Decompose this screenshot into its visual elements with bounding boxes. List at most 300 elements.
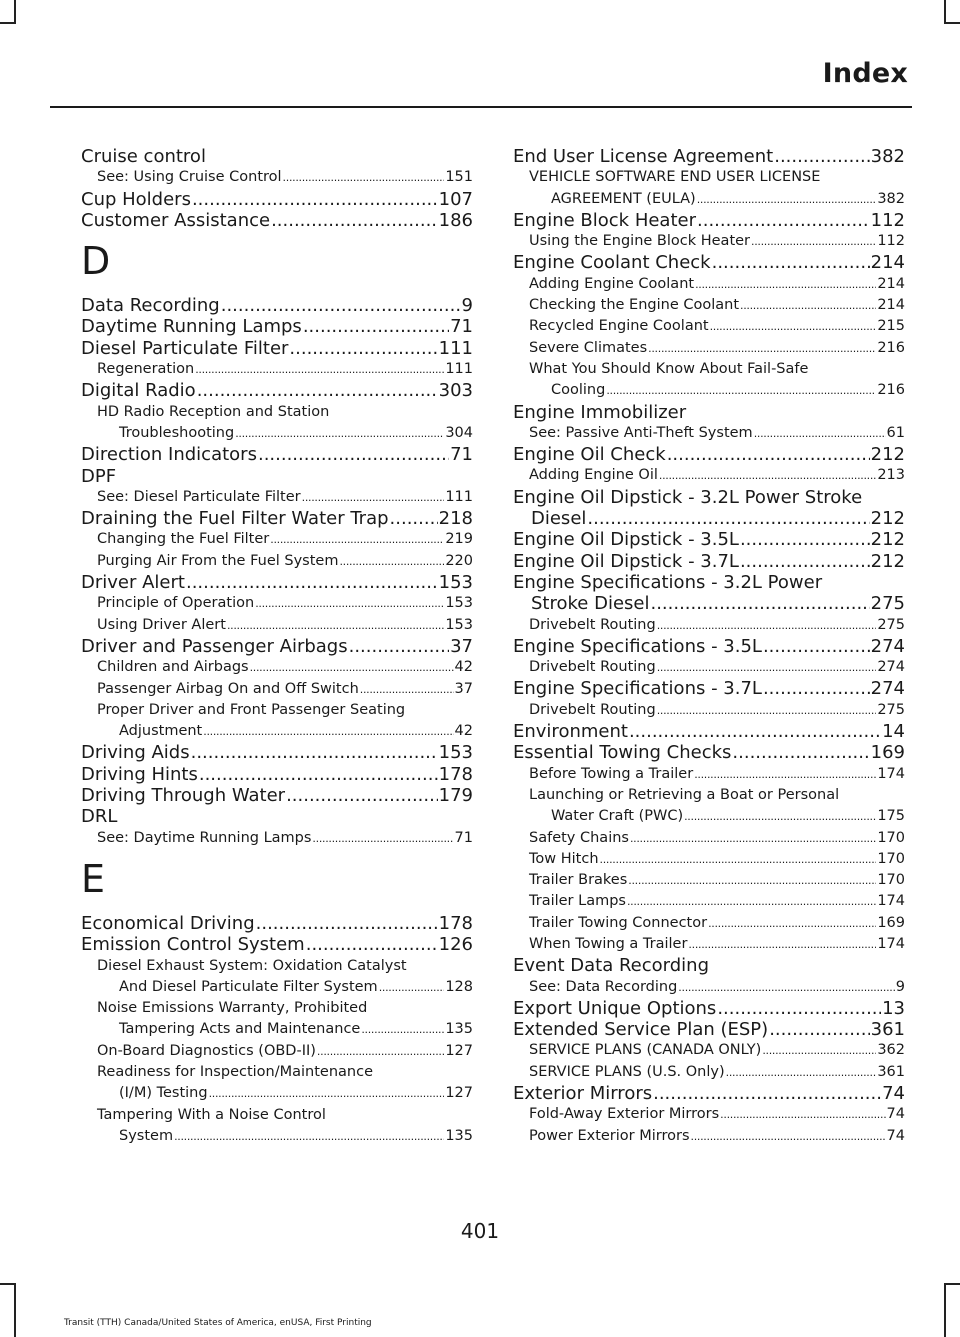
- entry-label: Before Towing a Trailer: [529, 765, 694, 782]
- dot-leader: [203, 721, 453, 742]
- index-subentry: [81, 1041, 473, 1062]
- entry-label: Power Exterior Mirrors: [529, 1127, 690, 1144]
- entry-page: 212: [870, 550, 905, 572]
- entry-label: Driver and Passenger Airbags: [81, 635, 348, 657]
- dot-leader: [600, 849, 877, 870]
- dot-leader: [379, 977, 445, 998]
- entry-page: 112: [877, 233, 905, 250]
- entry-page: 9: [895, 978, 905, 995]
- entry-label: Adding Engine Coolant: [529, 275, 695, 292]
- index-subentry: [81, 679, 473, 700]
- entry-label: Drivebelt Routing: [529, 701, 656, 718]
- entry-label-continued: Stroke Diesel: [531, 593, 650, 615]
- entry-page: 175: [877, 808, 905, 825]
- entry-page: 169: [870, 742, 905, 764]
- entry-page: 361: [870, 1019, 905, 1041]
- entry-page: 153: [438, 742, 473, 764]
- entry-page: 275: [877, 616, 905, 633]
- dot-leader: [191, 742, 438, 763]
- entry-page: 214: [877, 275, 905, 292]
- index-subentry: [513, 231, 905, 252]
- entry-page: 71: [450, 444, 473, 466]
- entry-label: Severe Climates: [529, 339, 648, 356]
- entry-page: 178: [438, 912, 473, 934]
- entry-continuation: [97, 1126, 473, 1147]
- entry-label-continued: Cooling: [551, 382, 606, 399]
- dot-leader: [186, 572, 438, 593]
- header-divider: [50, 106, 912, 108]
- entry-label: Regeneration: [97, 361, 195, 378]
- entry-label-continued: Water Craft (PWC): [551, 808, 684, 825]
- entry-page: 42: [454, 723, 473, 740]
- index-entry: [81, 338, 473, 359]
- entry-page: 126: [438, 934, 473, 956]
- entry-page: 216: [877, 339, 905, 356]
- index-subentry: [81, 657, 473, 678]
- index-subentry: [81, 1062, 473, 1105]
- entry-page: 361: [877, 1063, 905, 1080]
- entry-page: 127: [445, 1042, 473, 1059]
- dot-leader: [339, 551, 444, 572]
- index-subentry: [81, 359, 473, 380]
- dot-leader: [774, 146, 869, 167]
- dot-leader: [657, 700, 877, 721]
- entry-label: Diesel Particulate Filter: [81, 337, 289, 359]
- index-entry: [81, 146, 473, 167]
- dot-leader: [306, 934, 438, 955]
- entry-label-continued: (I/M) Testing: [119, 1085, 208, 1102]
- entry-page: 274: [877, 659, 905, 676]
- entry-page: 382: [877, 190, 905, 207]
- entry-label: See: Data Recording: [529, 978, 678, 995]
- entry-label-continued: System: [119, 1127, 174, 1144]
- entry-label: Readiness for Inspection/Maintenance: [97, 1063, 373, 1080]
- index-subentry: [81, 593, 473, 614]
- entry-label: On-Board Diagnostics (OBD-II): [97, 1042, 316, 1059]
- index-column-left: [81, 146, 473, 1147]
- dot-leader: [312, 828, 453, 849]
- index-entry: [513, 636, 905, 657]
- dot-leader: [769, 1019, 869, 1040]
- dot-leader: [235, 423, 444, 444]
- dot-leader: [695, 274, 876, 295]
- dot-leader: [271, 210, 438, 231]
- entry-page: 37: [454, 680, 473, 697]
- dot-leader: [710, 316, 877, 337]
- entry-page: 170: [877, 829, 905, 846]
- entry-continuation: [529, 189, 905, 210]
- entry-page: 178: [438, 763, 473, 785]
- dot-leader: [657, 657, 877, 678]
- entry-label-continued: AGREEMENT (EULA): [551, 190, 696, 207]
- index-subentry: [513, 316, 905, 337]
- entry-label: Launching or Retrieving a Boat or Personal: [529, 786, 840, 803]
- index-entry: [81, 380, 473, 401]
- entry-page: 37: [450, 635, 473, 657]
- entry-label: Direction Indicators: [81, 444, 257, 466]
- dot-leader: [628, 870, 876, 891]
- index-subentry: [81, 487, 473, 508]
- entry-label: Driving Hints: [81, 763, 198, 785]
- dot-leader: [694, 764, 876, 785]
- entry-page: 212: [870, 444, 905, 466]
- entry-page: 112: [870, 209, 905, 231]
- index-subentry: [513, 1062, 905, 1083]
- dot-leader: [199, 764, 438, 785]
- index-subentry: [513, 1104, 905, 1125]
- index-entry: [81, 764, 473, 785]
- dot-leader: [361, 1019, 444, 1040]
- index-subentry: [513, 1040, 905, 1061]
- entry-label: Children and Airbags: [97, 659, 249, 676]
- entry-label: SERVICE PLANS (U.S. Only): [529, 1063, 725, 1080]
- dot-leader: [349, 636, 449, 657]
- index-subentry: [513, 1126, 905, 1147]
- entry-continuation: [513, 508, 905, 529]
- dot-leader: [650, 593, 869, 614]
- dot-leader: [302, 487, 445, 508]
- entry-page: 274: [870, 678, 905, 700]
- index-entry: [513, 252, 905, 273]
- entry-label: VEHICLE SOFTWARE END USER LICENSE: [529, 169, 821, 186]
- dot-leader: [255, 593, 444, 614]
- index-entry: [81, 316, 473, 337]
- index-subentry: [513, 828, 905, 849]
- entry-page: 111: [445, 488, 473, 505]
- entry-label: Drivebelt Routing: [529, 659, 656, 676]
- index-entry: [81, 806, 473, 827]
- entry-label: Checking the Engine Coolant: [529, 297, 740, 314]
- entry-page: 74: [886, 1127, 905, 1144]
- dot-leader: [659, 465, 876, 486]
- entry-continuation: [513, 593, 905, 614]
- entry-label: Cup Holders: [81, 188, 191, 210]
- entry-label: Extended Service Plan (ESP): [513, 1019, 769, 1041]
- dot-leader: [697, 189, 877, 210]
- dot-leader: [697, 210, 870, 231]
- entry-label: Engine Oil Dipstick - 3.5L: [513, 529, 739, 551]
- entry-page: 111: [445, 361, 473, 378]
- entry-label: Engine Oil Check: [513, 444, 666, 466]
- entry-label: Customer Assistance: [81, 209, 271, 231]
- entry-page: 214: [877, 297, 905, 314]
- dot-leader: [708, 913, 876, 934]
- dot-leader: [195, 359, 444, 380]
- index-subentry: [81, 956, 473, 999]
- dot-leader: [629, 721, 881, 742]
- entry-page: 151: [445, 169, 473, 186]
- entry-page: 127: [445, 1085, 473, 1102]
- entry-label: Tampering With a Noise Control: [97, 1106, 326, 1123]
- entry-label: Noise Emissions Warranty, Prohibited: [97, 1000, 368, 1017]
- entry-page: 153: [438, 572, 473, 594]
- dot-leader: [174, 1126, 444, 1147]
- index-subentry: [513, 700, 905, 721]
- index-subentry: [513, 338, 905, 359]
- entry-label: Economical Driving: [81, 912, 255, 934]
- entry-label: Principle of Operation: [97, 595, 255, 612]
- entry-page: 170: [877, 872, 905, 889]
- entry-page: 74: [886, 1106, 905, 1123]
- index-subentry: [513, 465, 905, 486]
- crop-mark: [0, 1283, 16, 1285]
- index-entry: [513, 721, 905, 742]
- crop-mark: [0, 22, 16, 24]
- entry-label: SERVICE PLANS (CANADA ONLY): [529, 1042, 762, 1059]
- entry-label: Cruise control: [81, 146, 206, 167]
- entry-label: Event Data Recording: [513, 955, 710, 977]
- entry-label: Trailer Lamps: [529, 893, 626, 910]
- index-subentry: [513, 167, 905, 210]
- entry-page: 303: [438, 380, 473, 402]
- entry-label: Tow Hitch: [529, 850, 599, 867]
- dot-leader: [303, 316, 449, 337]
- dot-leader: [653, 1083, 881, 1104]
- dot-leader: [648, 338, 876, 359]
- entry-page: 135: [445, 1127, 473, 1144]
- entry-label: Daytime Running Lamps: [81, 316, 302, 338]
- index-subentry: [81, 1105, 473, 1148]
- index-entry: [81, 785, 473, 806]
- entry-page: 71: [454, 829, 473, 846]
- index-entry: [513, 572, 905, 615]
- entry-page: 153: [445, 595, 473, 612]
- entry-label: Drivebelt Routing: [529, 616, 656, 633]
- index-subentry: [513, 359, 905, 402]
- dot-leader: [606, 380, 876, 401]
- index-subentry: [513, 870, 905, 891]
- index-subentry: [513, 849, 905, 870]
- index-entry: [513, 742, 905, 763]
- entry-page: 212: [870, 508, 905, 530]
- entry-label: Engine Specifications - 3.2L Power: [513, 571, 823, 593]
- dot-leader: [227, 615, 444, 636]
- entry-label: Recycled Engine Coolant: [529, 318, 709, 335]
- entry-page: 174: [877, 765, 905, 782]
- dot-leader: [762, 1040, 876, 1061]
- crop-mark: [944, 0, 946, 22]
- index-entry: [81, 636, 473, 657]
- entry-page: 13: [882, 997, 905, 1019]
- index-entry: [513, 487, 905, 530]
- entry-page: 274: [870, 635, 905, 657]
- dot-leader: [688, 934, 876, 955]
- dot-leader: [720, 1104, 885, 1125]
- entry-label: DPF: [81, 465, 117, 487]
- entry-label: Engine Coolant Check: [513, 252, 711, 274]
- dot-leader: [192, 189, 438, 210]
- index-subentry: [513, 977, 905, 998]
- entry-label: Emission Control System: [81, 934, 305, 956]
- entry-continuation: [529, 380, 905, 401]
- dot-leader: [763, 678, 870, 699]
- dot-leader: [657, 615, 877, 636]
- entry-label: Engine Oil Dipstick - 3.2L Power Stroke: [513, 486, 863, 508]
- index-subentry: [81, 529, 473, 550]
- entry-page: 135: [445, 1021, 473, 1038]
- entry-page: 74: [882, 1083, 905, 1105]
- entry-page: 220: [445, 552, 473, 569]
- entry-label: Trailer Brakes: [529, 872, 628, 889]
- entry-continuation: [97, 721, 473, 742]
- entry-page: 304: [445, 424, 473, 441]
- index-subentry: [81, 828, 473, 849]
- entry-page: 362: [877, 1042, 905, 1059]
- dot-leader: [726, 1062, 877, 1083]
- index-entry: [81, 934, 473, 955]
- entry-label: See: Daytime Running Lamps: [97, 829, 312, 846]
- index-entry: [81, 295, 473, 316]
- index-entry: [513, 529, 905, 550]
- index-subentry: [81, 998, 473, 1041]
- entry-label: Diesel Exhaust System: Oxidation Catalyst: [97, 957, 407, 974]
- entry-label: Engine Block Heater: [513, 209, 696, 231]
- entry-label: Proper Driver and Front Passenger Seating: [97, 701, 406, 718]
- index-subentry: [513, 934, 905, 955]
- entry-label: Digital Radio: [81, 380, 196, 402]
- entry-page: 275: [870, 593, 905, 615]
- index-subentry: [81, 700, 473, 743]
- entry-label: See: Passive Anti-Theft System: [529, 424, 753, 441]
- page-number: 401: [460, 1219, 500, 1243]
- index-subentry: [513, 295, 905, 316]
- entry-page: 216: [877, 382, 905, 399]
- entry-label: See: Diesel Particulate Filter: [97, 488, 301, 505]
- dot-leader: [754, 423, 886, 444]
- index-entry: [81, 913, 473, 934]
- entry-continuation: [529, 806, 905, 827]
- index-subentry: [81, 551, 473, 572]
- dot-leader: [627, 891, 876, 912]
- entry-page: 107: [438, 188, 473, 210]
- entry-label: Passenger Airbag On and Off Switch: [97, 680, 359, 697]
- entry-page: 275: [877, 701, 905, 718]
- dot-leader: [740, 529, 870, 550]
- entry-label: Changing the Fuel Filter: [97, 531, 270, 548]
- entry-page: 111: [438, 337, 473, 359]
- dot-leader: [732, 742, 869, 763]
- entry-label: When Towing a Trailer: [529, 935, 688, 952]
- index-entry: [513, 1019, 905, 1040]
- crop-mark: [944, 22, 960, 24]
- entry-page: 186: [438, 209, 473, 231]
- dot-leader: [712, 252, 870, 273]
- dot-leader: [691, 1126, 886, 1147]
- index-entry: [81, 572, 473, 593]
- dot-leader: [258, 444, 449, 465]
- entry-page: 153: [445, 616, 473, 633]
- crop-mark: [944, 1283, 960, 1285]
- index-subentry: [513, 913, 905, 934]
- entry-label: What You Should Know About Fail-Safe: [529, 360, 809, 377]
- entry-page: 61: [886, 424, 905, 441]
- dot-leader: [197, 380, 438, 401]
- entry-page: 382: [870, 146, 905, 167]
- section-letter: E: [81, 856, 106, 901]
- index-subentry: [513, 764, 905, 785]
- index-entry: [81, 742, 473, 763]
- entry-label: Adding Engine Oil: [529, 467, 658, 484]
- entry-label-continued: Diesel: [531, 508, 587, 530]
- entry-page: 218: [438, 508, 473, 530]
- dot-leader: [286, 785, 438, 806]
- dot-leader: [678, 977, 894, 998]
- entry-page: 169: [877, 914, 905, 931]
- index-subentry: [81, 402, 473, 445]
- entry-label: Exterior Mirrors: [513, 1083, 653, 1105]
- index-subentry: [513, 274, 905, 295]
- entry-label: Driver Alert: [81, 572, 185, 594]
- crop-mark: [14, 1283, 16, 1337]
- dot-leader: [270, 529, 444, 550]
- dot-leader: [283, 167, 445, 188]
- index-entry: [513, 678, 905, 699]
- entry-label-continued: And Diesel Particulate Filter System: [119, 978, 378, 995]
- index-entry: [513, 444, 905, 465]
- entry-page: 71: [450, 316, 473, 338]
- entry-label: DRL: [81, 806, 118, 828]
- index-entry: [513, 210, 905, 231]
- entry-page: 170: [877, 850, 905, 867]
- entry-continuation: [97, 1019, 473, 1040]
- index-entry: [81, 508, 473, 529]
- dot-leader: [751, 231, 876, 252]
- crop-mark: [944, 1283, 946, 1337]
- entry-label: Driving Through Water: [81, 785, 286, 807]
- entry-page: 9: [461, 295, 473, 317]
- entry-label: Trailer Towing Connector: [529, 914, 708, 931]
- entry-label: Using the Engine Block Heater: [529, 233, 751, 250]
- dot-leader: [740, 551, 870, 572]
- dot-leader: [256, 913, 438, 934]
- entry-label: Data Recording: [81, 295, 220, 317]
- entry-continuation: [97, 1083, 473, 1104]
- entry-label: Using Driver Alert: [97, 616, 226, 633]
- entry-label: Draining the Fuel Filter Water Trap: [81, 508, 389, 530]
- entry-label-continued: Troubleshooting: [119, 424, 235, 441]
- index-entry: [513, 146, 905, 167]
- index-entry: [513, 998, 905, 1019]
- dot-leader: [684, 806, 876, 827]
- entry-page: 174: [877, 893, 905, 910]
- entry-label: Driving Aids: [81, 742, 190, 764]
- entry-continuation: [97, 977, 473, 998]
- entry-page: 14: [882, 721, 905, 743]
- index-entry: [81, 444, 473, 465]
- dot-leader: [763, 636, 870, 657]
- index-entry: [513, 551, 905, 572]
- entry-page: 214: [870, 252, 905, 274]
- entry-label: Environment: [513, 721, 628, 743]
- dot-leader: [717, 998, 881, 1019]
- entry-page: 212: [870, 529, 905, 551]
- dot-leader: [289, 338, 437, 359]
- dot-leader: [317, 1041, 444, 1062]
- entry-page: 42: [454, 659, 473, 676]
- entry-label: Fold-Away Exterior Mirrors: [529, 1106, 720, 1123]
- page-title: Index: [822, 58, 908, 89]
- index-entry: [513, 955, 905, 976]
- entry-label-continued: Adjustment: [119, 723, 203, 740]
- entry-page: 219: [445, 531, 473, 548]
- entry-page: 174: [877, 935, 905, 952]
- entry-label-continued: Tampering Acts and Maintenance: [119, 1021, 361, 1038]
- index-entry: [81, 189, 473, 210]
- dot-leader: [740, 295, 876, 316]
- index-subentry: [513, 657, 905, 678]
- dot-leader: [250, 657, 454, 678]
- entry-page: 128: [445, 978, 473, 995]
